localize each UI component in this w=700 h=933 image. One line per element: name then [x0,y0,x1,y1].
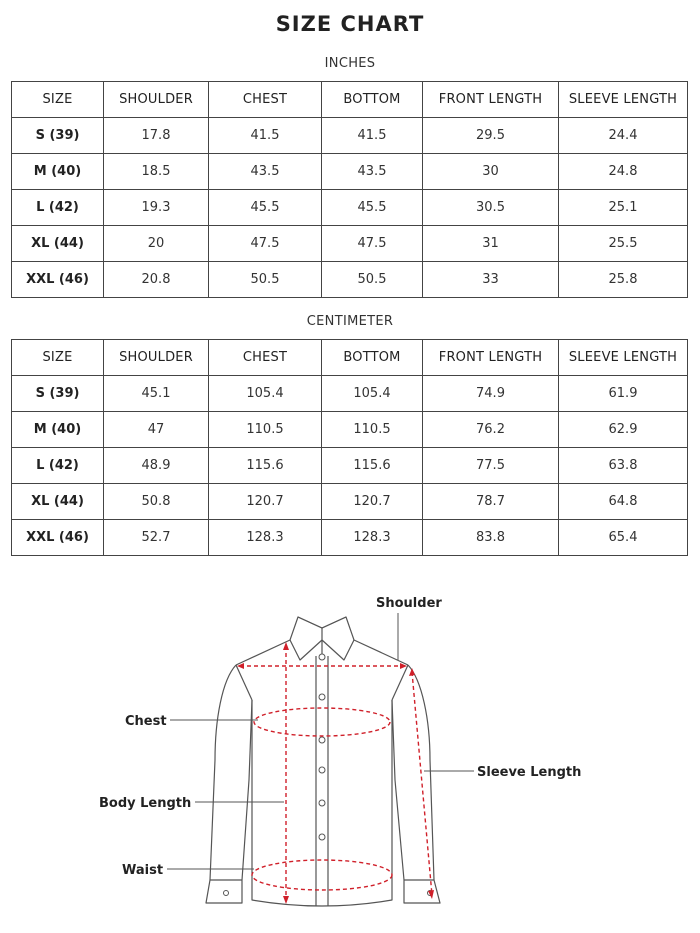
table-cell: 19.3 [104,190,209,226]
size-cell: L (42) [12,448,104,484]
sleeve-length-measure-line [412,672,432,895]
table-cell: 20 [104,226,209,262]
table-cell: 52.7 [104,520,209,556]
column-header: CHEST [209,340,322,376]
table-cell: 25.1 [559,190,688,226]
size-cell: M (40) [12,154,104,190]
column-header: SLEEVE LENGTH [559,340,688,376]
table-cell: 74.9 [423,376,559,412]
table-cell: 65.4 [559,520,688,556]
table-cell: 45.1 [104,376,209,412]
size-cell: XL (44) [12,226,104,262]
table-cell: 25.8 [559,262,688,298]
size-cell: S (39) [12,118,104,154]
centimeter-section-label: CENTIMETER [306,314,394,329]
table-row [12,190,688,226]
table-cell: 30 [423,154,559,190]
table-cell: 41.5 [322,118,423,154]
column-header: BOTTOM [322,340,423,376]
table-cell: 45.5 [209,190,322,226]
column-header: SLEEVE LENGTH [559,82,688,118]
table-row [12,376,688,412]
column-header: BOTTOM [322,82,423,118]
size-cell: XXL (46) [12,520,104,556]
column-header: SHOULDER [104,82,209,118]
table-header-row [12,82,688,118]
waist-label: Waist [122,863,164,878]
column-header: FRONT LENGTH [423,340,559,376]
column-header: CHEST [209,82,322,118]
table-cell: 20.8 [104,262,209,298]
table-cell: 50.5 [322,262,423,298]
table-cell: 43.5 [209,154,322,190]
table-row [12,448,688,484]
inches-size-table [11,81,688,298]
table-header-row [12,340,688,376]
column-header: SHOULDER [104,340,209,376]
sleeve-length-label: Sleeve Length [477,765,582,780]
shoulder-label: Shoulder [376,596,442,611]
table-cell: 76.2 [423,412,559,448]
table-cell: 78.7 [423,484,559,520]
table-cell: 18.5 [104,154,209,190]
body-length-label: Body Length [99,796,192,811]
table-cell: 43.5 [322,154,423,190]
table-cell: 110.5 [322,412,423,448]
table-row [12,226,688,262]
table-cell: 62.9 [559,412,688,448]
table-cell: 83.8 [423,520,559,556]
table-row [12,520,688,556]
table-cell: 29.5 [423,118,559,154]
size-cell: XL (44) [12,484,104,520]
table-row [12,262,688,298]
table-cell: 24.4 [559,118,688,154]
page-title: SIZE CHART [275,12,425,36]
table-cell: 30.5 [423,190,559,226]
table-cell: 47.5 [209,226,322,262]
column-header: SIZE [12,340,104,376]
table-row [12,484,688,520]
shirt-measurement-diagram [0,580,700,933]
table-cell: 120.7 [322,484,423,520]
table-cell: 48.9 [104,448,209,484]
table-cell: 64.8 [559,484,688,520]
table-cell: 41.5 [209,118,322,154]
table-cell: 110.5 [209,412,322,448]
table-cell: 77.5 [423,448,559,484]
size-cell: S (39) [12,376,104,412]
table-cell: 33 [423,262,559,298]
table-cell: 128.3 [322,520,423,556]
measure-arrowheads [237,642,434,904]
column-header: FRONT LENGTH [423,82,559,118]
table-cell: 17.8 [104,118,209,154]
table-cell: 25.5 [559,226,688,262]
table-cell: 31 [423,226,559,262]
table-cell: 115.6 [209,448,322,484]
table-row [12,412,688,448]
size-cell: L (42) [12,190,104,226]
table-cell: 24.8 [559,154,688,190]
table-cell: 115.6 [322,448,423,484]
measurement-guides [240,646,432,900]
table-cell: 47 [104,412,209,448]
inches-section-label: INCHES [324,56,376,71]
size-cell: XXL (46) [12,262,104,298]
column-header: SIZE [12,82,104,118]
chest-measure-ellipse [254,708,390,736]
table-cell: 128.3 [209,520,322,556]
waist-measure-ellipse [252,860,392,890]
table-cell: 50.5 [209,262,322,298]
table-cell: 120.7 [209,484,322,520]
table-cell: 45.5 [322,190,423,226]
table-cell: 61.9 [559,376,688,412]
size-cell: M (40) [12,412,104,448]
chest-label: Chest [125,714,167,729]
table-row [12,118,688,154]
table-row [12,154,688,190]
table-cell: 105.4 [322,376,423,412]
table-cell: 105.4 [209,376,322,412]
centimeter-size-table [11,339,688,556]
table-cell: 63.8 [559,448,688,484]
table-cell: 47.5 [322,226,423,262]
table-cell: 50.8 [104,484,209,520]
